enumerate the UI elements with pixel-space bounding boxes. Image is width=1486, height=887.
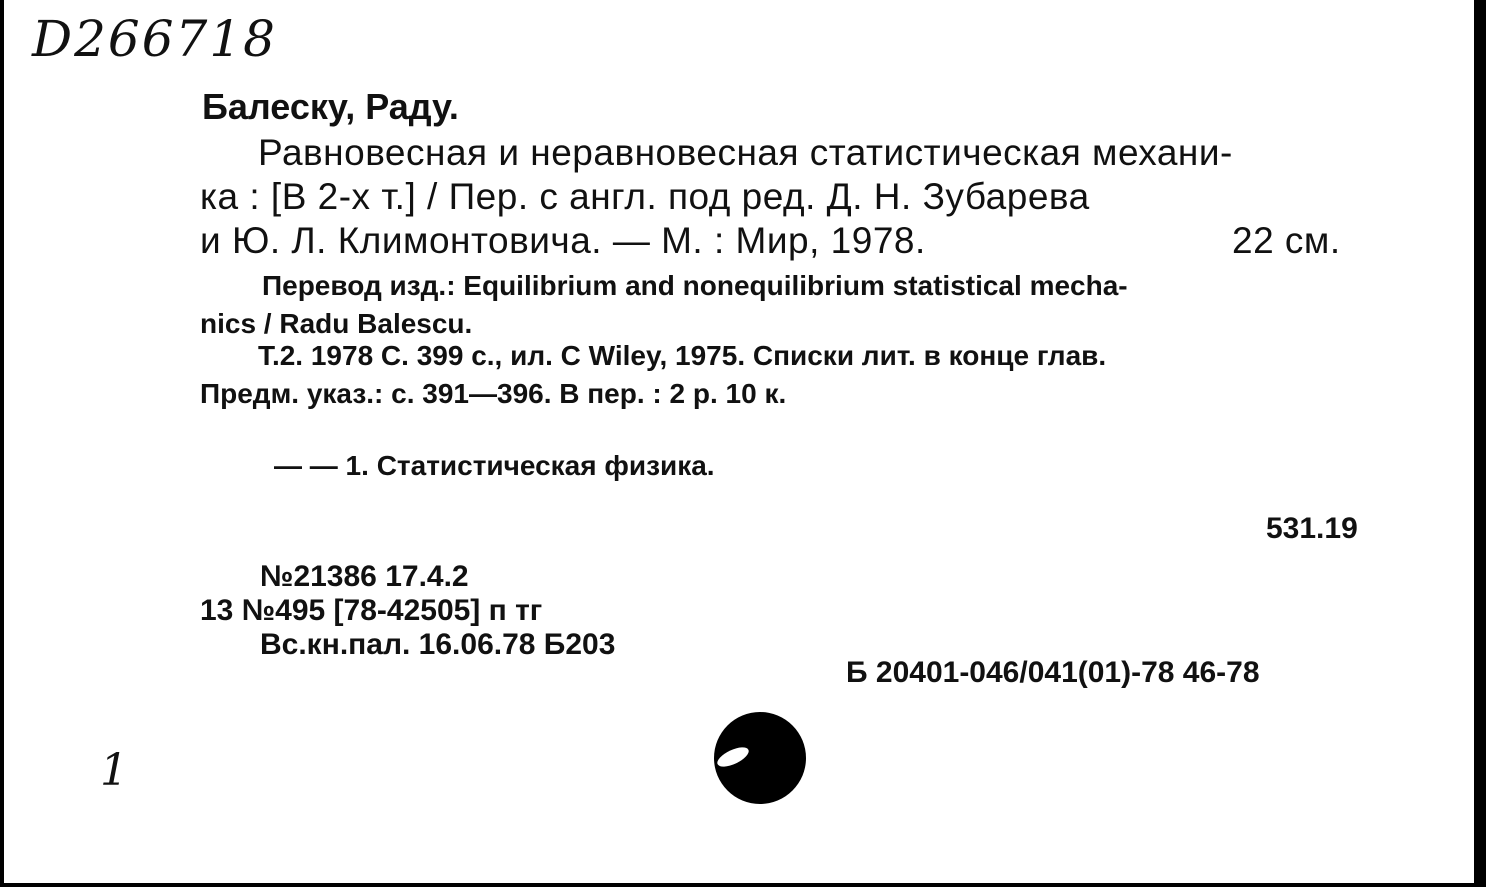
register-line-1: №21386 17.4.2 xyxy=(260,560,469,593)
register-line-3: Вс.кн.пал. 16.06.78 Б203 xyxy=(260,628,616,661)
size-note: 22 см. xyxy=(1232,220,1341,261)
translation-note-line-1: Перевод изд.: Equilibrium and nonequilibrium statistical mecha- xyxy=(262,270,1128,301)
corner-handwritten-mark: 1 xyxy=(100,745,128,796)
handwritten-inventory-number: D266718 xyxy=(32,10,277,68)
scan-border-bottom xyxy=(0,883,1486,887)
classification-number: 531.19 xyxy=(1266,512,1358,545)
author-heading: Балеску, Раду. xyxy=(202,86,459,127)
volume-note-line-1: Т.2. 1978 С. 399 с., ил. С Wiley, 1975. Списки лит. в конце глав. xyxy=(258,340,1107,371)
translation-note-line-2: nics / Radu Balescu. xyxy=(200,308,473,339)
register-line-2: 13 №495 [78-42505] п тг xyxy=(200,594,543,627)
catalog-code: Б 20401-046/041(01)-78 46-78 xyxy=(846,656,1260,689)
title-line-3: и Ю. Л. Климонтовича. — М. : Мир, 1978. xyxy=(200,220,926,261)
volume-note-line-2: Предм. указ.: с. 391—396. В пер. : 2 р. 10 к. xyxy=(200,378,787,409)
scan-border-right xyxy=(1474,0,1486,887)
title-line-2: ка : [В 2-х т.] / Пер. с англ. под ред. Д. Н. Зубарева xyxy=(200,176,1090,217)
subject-heading: — — 1. Статистическая физика. xyxy=(274,450,715,481)
title-line-1: Равновесная и неравновесная статистическая механи- xyxy=(258,132,1233,173)
